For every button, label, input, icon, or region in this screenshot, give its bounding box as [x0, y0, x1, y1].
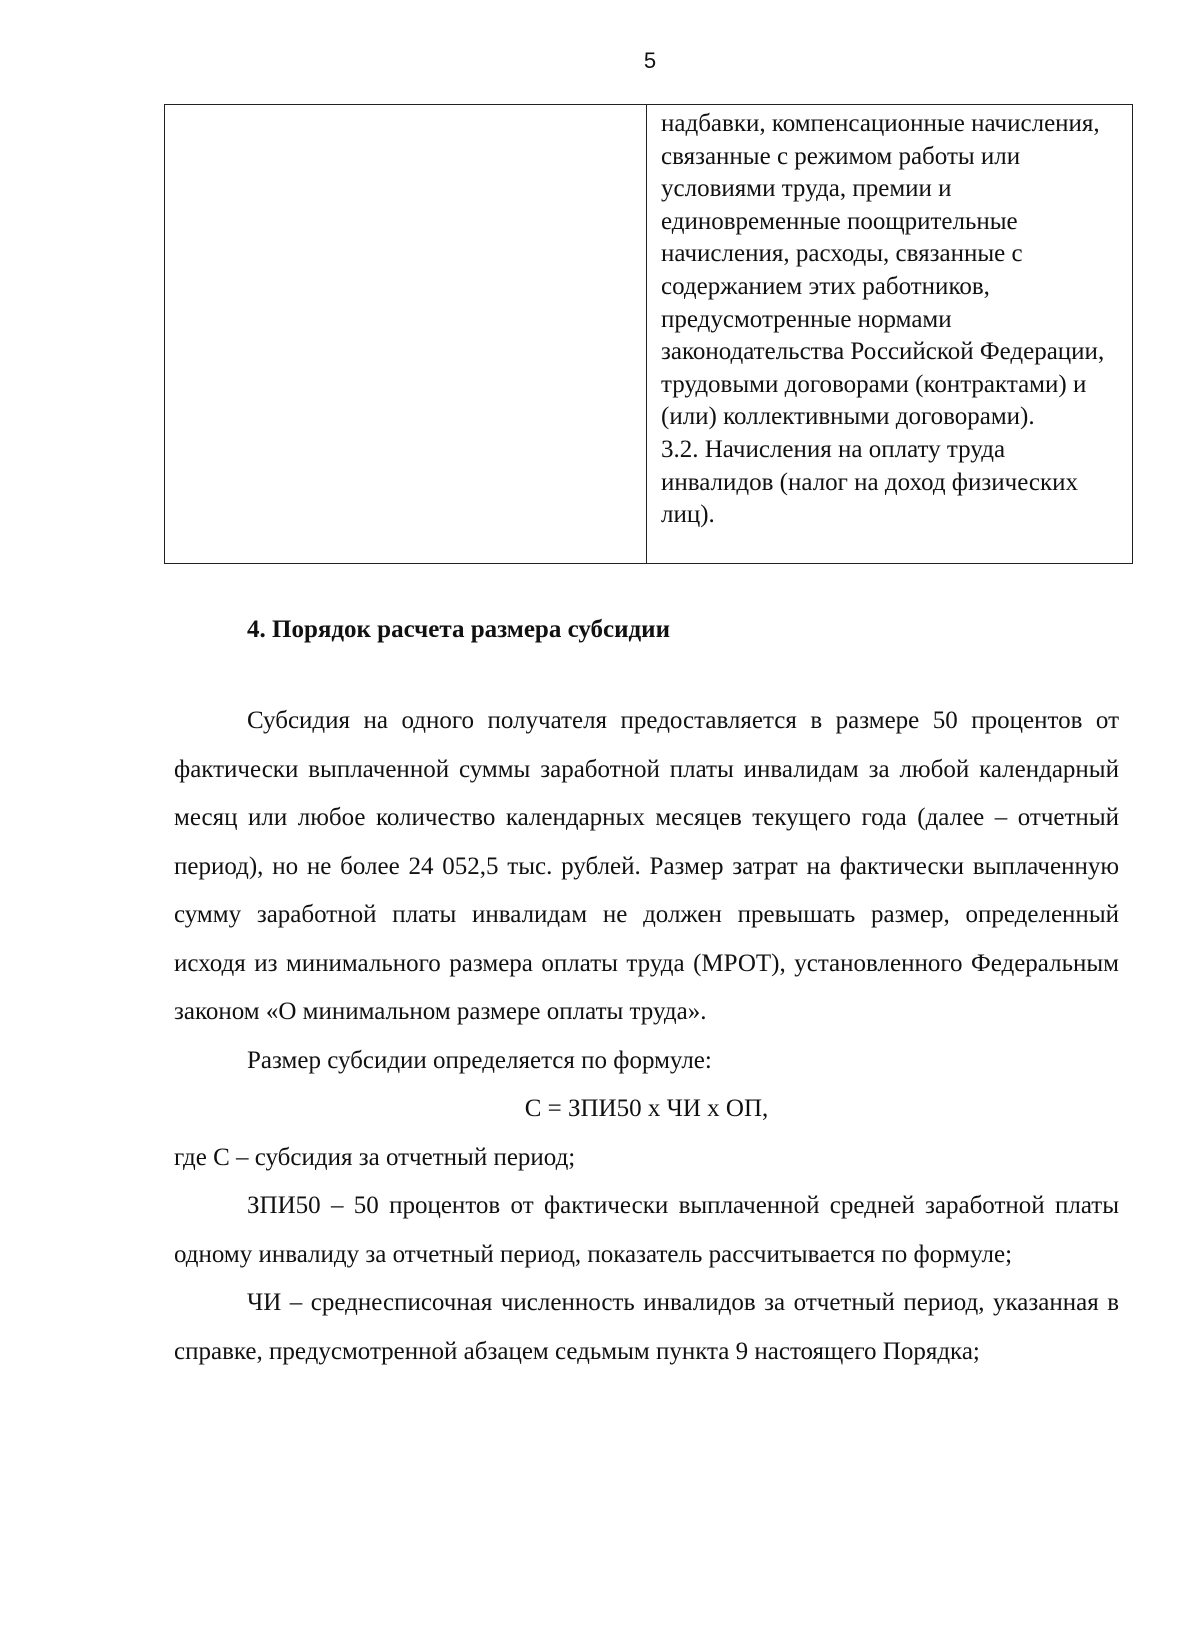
table-cell-left: [165, 105, 647, 563]
section-body: [174, 697, 1119, 1376]
formula: С = ЗПИ50 х ЧИ х ОП,: [524, 1095, 769, 1122]
page-number: 5: [643, 48, 657, 73]
paragraph-subsidy-amount: Субсидия на одного получателя предоставляется в размере 50 процентов от фактически выплаченной суммы заработной платы инвалидам за любой календарный месяц или любое количество календарных месяцев текущего года (далее – отчетный период), но не более 24 052,5 тыс. рублей. Размер затрат на фактически выплаченную сумму заработной платы инвалидам не должен превышать размер, определенный исходя из минимального размера оплаты труда (МРОТ), установленного Федеральным законом «О минимальном размере оплаты труда».: [174, 707, 1119, 1025]
paragraph-definition-zpi50: ЗПИ50 – 50 процентов от фактически выплаченной средней заработной платы одному инвалиду за отчетный период, показатель рассчитывается по формуле;: [174, 1192, 1119, 1268]
paragraph-definition-c: где С – субсидия за отчетный период;: [174, 1143, 576, 1171]
table-cell-right: [647, 105, 1132, 563]
table-cell-continuation-text: надбавки, компенсационные начисления, связанные с режимом работы или условиями труда, премии и единовременные поощрительные начисления, расходы, связанные с содержанием этих работников, предусмотренные нормами законодательства Российской Федерации, трудовыми договорами (контрактами) и (или) коллективными договорами).: [661, 110, 1105, 431]
paragraph-formula-intro: Размер субсидии определяется по формуле:: [247, 1046, 712, 1074]
table-cell-item-3-2: 3.2. Начисления на оплату труда инвалидов (налог на доход физических лиц).: [661, 435, 1079, 529]
section-heading: 4. Порядок расчета размера субсидии: [247, 616, 670, 643]
continuation-table: [164, 104, 1133, 564]
paragraph-definition-chi: ЧИ – среднесписочная численность инвалидов за отчетный период, указанная в справке, предусмотренной абзацем седьмым пункта 9 настоящего Порядка;: [174, 1289, 1119, 1365]
